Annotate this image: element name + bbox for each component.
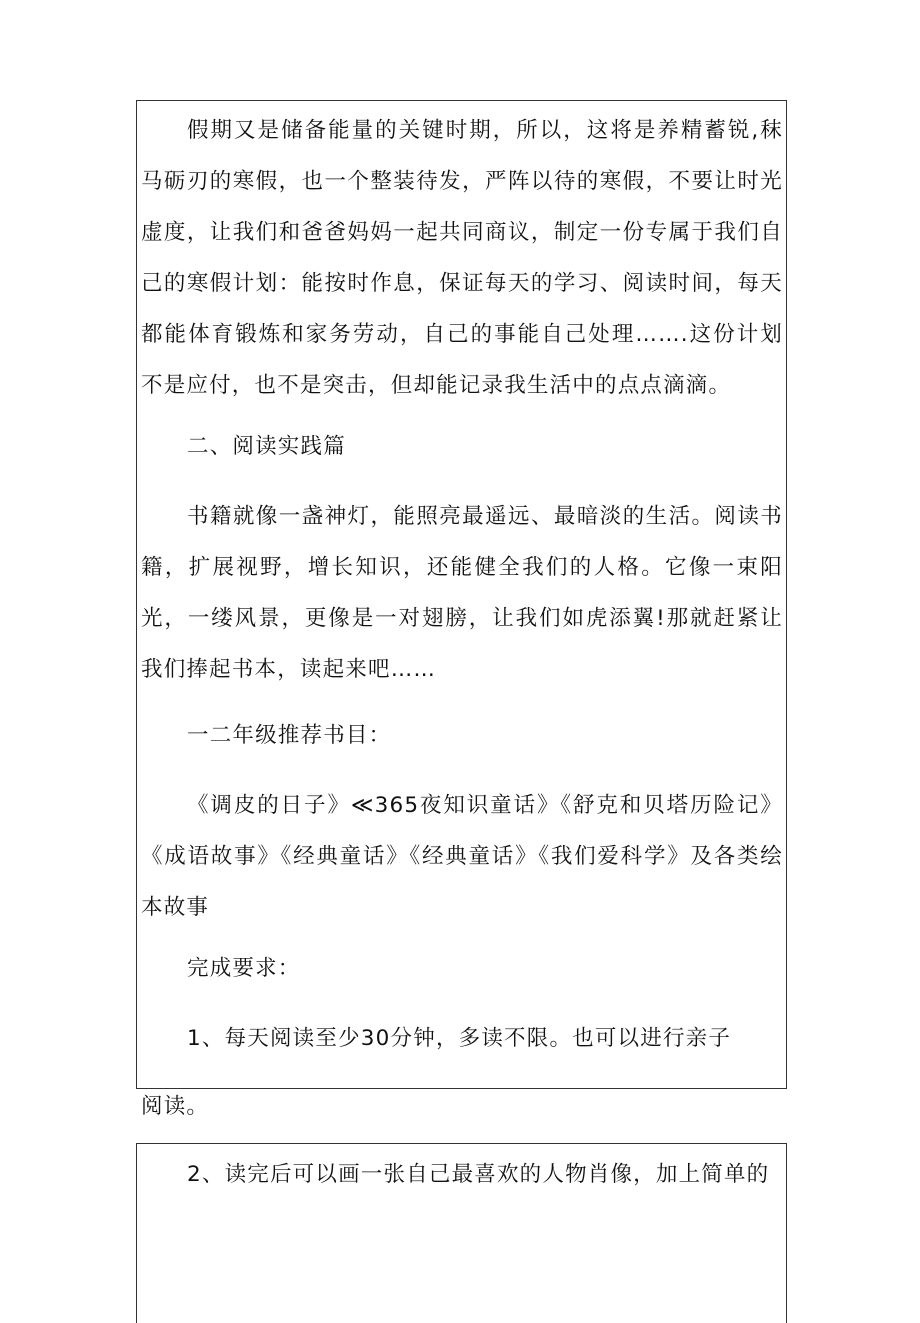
requirement-2: 2、读完后可以画一张自己最喜欢的人物肖像，加上简单的: [187, 1162, 770, 1187]
reading-intro-paragraph: 书籍就像一盏神灯，能照亮最遥远、最暗淡的生活。阅读书籍，扩展视野，增长知识，还能健全我们的人格。它像一束阳光，一缕风景，更像是一对翅膀，让我们如虎添翼!那就赶紧让我们捧起书本，读起来吧……: [141, 504, 783, 682]
requirement-1: 1、每天阅读至少30分钟，多读不限。也可以进行亲子: [187, 1026, 732, 1051]
intro-paragraph: 假期又是储备能量的关键时期，所以，这将是养精蓄锐,秣马砺刃的寒假，也一个整装待发，严阵以待的寒假，不要让时光虚度，让我们和爸爸妈妈一起共同商议，制定一份专属于我们自己的寒假计划：能按时作息，保证每天的学习、阅读时间，每天都能体育锻炼和家务劳动，自己的事能自己处理…….这份计划不是应付，也不是突击，但却能记录我生活中的点点滴滴。: [141, 118, 783, 398]
requirement-1-continued: 阅读。: [141, 1094, 210, 1119]
requirements-label: 完成要求：: [187, 956, 301, 981]
section-heading: 二、阅读实践篇: [187, 434, 346, 459]
grade-books-label: 一二年级推荐书目：: [187, 723, 392, 748]
book-list-paragraph: 《调皮的日子》≪365夜知识童话》《舒克和贝塔历险记》《成语故事》《经典童话》《经典童话》《我们爱科学》及各类绘本故事: [141, 793, 783, 920]
